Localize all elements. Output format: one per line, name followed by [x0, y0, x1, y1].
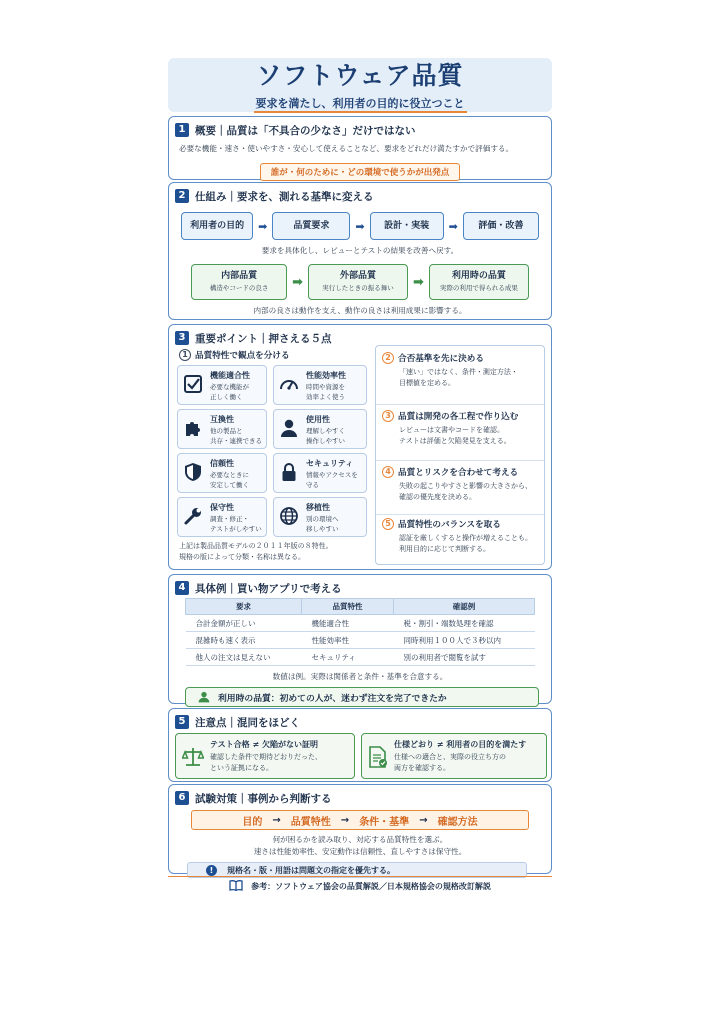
points-panel [375, 345, 545, 565]
section-title: 概要｜品質は「不具合の少なさ」だけではない [195, 124, 416, 137]
section-title: 注意点｜混同をほどく [195, 716, 300, 729]
char-desc [210, 470, 249, 490]
example-note: 数値は例。実際は関係者と条件・基準を合意する。 [272, 672, 448, 681]
section-key-points [168, 324, 552, 570]
level-sub: 構造やコードの良さ [209, 284, 269, 292]
user-icon [279, 418, 299, 438]
caution-desc-line: という証拠になる。 [210, 764, 273, 772]
char-desc [306, 470, 358, 490]
point-number: 5 [382, 518, 394, 530]
char-desc [210, 382, 249, 402]
char-desc [210, 514, 262, 534]
chain-step: 目的 [242, 816, 263, 828]
section-number: 2 [175, 189, 189, 203]
flow-step: 評価・改善 [463, 212, 539, 240]
alert-icon: ! [206, 865, 217, 876]
book-icon [229, 880, 243, 891]
point-title-text: 品質特性のバランスを取る [398, 520, 501, 530]
char-card [177, 409, 267, 449]
char-desc-line: 共存・連携できる [210, 437, 262, 445]
point-item [382, 466, 532, 503]
exam-note-text: 規格名・版・用語は問題文の指定を優先する。 [227, 865, 395, 875]
in-use-quality-bar [185, 687, 539, 707]
level-sub: 実際の利用で得られる成果 [439, 284, 518, 292]
arrow-right-icon: → [272, 814, 281, 826]
section-number: 3 [175, 331, 189, 345]
char-desc-line: 必要な機能が [210, 383, 249, 391]
char-desc-line: 他の製品と [210, 427, 243, 435]
section-number: 5 [175, 715, 189, 729]
column-header: 要求 [186, 599, 302, 615]
char-desc [306, 426, 345, 446]
table-row [186, 649, 535, 666]
char-note [179, 541, 333, 563]
level-internal [191, 264, 287, 300]
section-title: 試験対策｜事例から判断する [195, 792, 332, 805]
reference-text: 参考：ソフトウェア協会の品質解説／日本規格協会の規格改訂解説 [251, 882, 491, 891]
arrow-right-icon: ➡ [413, 274, 424, 290]
in-use-quality-text: 利用時の品質：初めての人が、迷わず注文を完了できたか [218, 693, 447, 704]
point-item [382, 352, 518, 389]
point-desc-line: 目標値を定める。 [399, 379, 455, 387]
point-desc-line: レビューは文書やコードを確認。 [399, 426, 504, 434]
point-desc-line: 確認の優先度を決める。 [399, 493, 476, 501]
char-desc-line: テストがしやすい [210, 525, 262, 533]
arrow-right-icon: ➡ [258, 219, 268, 233]
caution-desc [210, 752, 322, 774]
level-title: 外部品質 [339, 271, 376, 281]
char-desc [306, 382, 345, 402]
balance-scale-icon [182, 746, 204, 768]
flow-step: 利用者の目的 [181, 212, 253, 240]
char-desc-line: 守る [306, 481, 319, 489]
char-desc [210, 426, 262, 446]
level-title: 利用時の品質 [451, 271, 506, 281]
exam-desc-line: 速さは性能効率性、安定動作は信頼性、直しやすさは保守性。 [253, 847, 467, 856]
infographic-sheet [168, 58, 552, 891]
level-external [308, 264, 408, 300]
char-desc [306, 514, 339, 534]
char-desc-line: 安定して働く [210, 481, 249, 489]
section-number: 4 [175, 581, 189, 595]
table-cell: 同時利用１００人で３秒以内 [394, 632, 535, 649]
char-note-line: 規格の版によって分類・名称は異なる。 [179, 553, 305, 561]
char-name: セキュリティ [306, 459, 354, 468]
level-title: 内部品質 [221, 271, 258, 281]
table-cell: 別の利用者で閲覧を試す [394, 649, 535, 666]
exam-desc-line: 何が困るかを読み取り、対応する品質特性を選ぶ。 [272, 835, 448, 844]
arrow-right-icon: ➡ [355, 219, 365, 233]
char-name: 保守性 [210, 503, 234, 512]
char-card [273, 497, 367, 537]
point-desc-line: 利用目的に応じて判断する。 [399, 545, 490, 553]
table-cell: 他人の注文は見えない [186, 649, 302, 666]
char-desc-line: 理解しやすく [306, 427, 345, 435]
caution-spec [361, 733, 547, 779]
section-exam-tips [168, 784, 552, 874]
column-header: 確認例 [394, 599, 535, 615]
document-check-icon [368, 746, 388, 768]
levels-note: 内部の良さは動作を支え、動作の良さは利用成果に影響する。 [253, 306, 467, 315]
char-desc-line: 操作しやすい [306, 437, 345, 445]
point-1-title [179, 349, 290, 361]
caution-desc-line: 確認した条件で期待どおりだった、 [210, 753, 322, 761]
char-name: 信頼性 [210, 459, 234, 468]
flow-step: 設計・実装 [370, 212, 444, 240]
point-desc-line: 認証を厳しくすると操作が増えることも。 [399, 534, 532, 542]
section-title: 具体例｜買い物アプリで考える [195, 582, 342, 595]
char-card [177, 453, 267, 493]
table-cell: 税・割引・端数処理を確認 [394, 615, 535, 632]
section-number: 6 [175, 791, 189, 805]
caution-desc-line: 仕様への適合と、実際の役立ち方の [394, 753, 506, 761]
point-number: 4 [382, 466, 394, 478]
char-desc-line: 別の環境へ [306, 515, 339, 523]
arrow-right-icon: → [340, 814, 350, 826]
overview-highlight: 誰が・何のために・どの環境で使うかが出発点 [260, 163, 461, 181]
point-desc-line: テストは評価と欠陥発見を支える。 [399, 437, 511, 445]
point-item [382, 518, 532, 555]
reference [168, 880, 552, 892]
caution-desc [394, 752, 506, 774]
puzzle-icon [183, 418, 203, 438]
table-cell: セキュリティ [302, 649, 394, 666]
char-card [273, 409, 367, 449]
flow-note: 要求を具体化し、レビューとテストの結果を改善へ戻す。 [261, 246, 459, 255]
point-number: 3 [382, 410, 394, 422]
column-header: 品質特性 [302, 599, 394, 615]
char-desc-line: 情報やアクセスを [306, 471, 358, 479]
level-sub: 実行したときの振る舞い [322, 284, 394, 292]
char-desc-line: 調査・修正・ [210, 515, 249, 523]
arrow-right-icon: ➡ [448, 219, 458, 233]
arrow-right-icon: → [419, 814, 428, 826]
user-icon [198, 691, 210, 703]
process-flow [169, 212, 551, 240]
section-number: 1 [175, 123, 189, 137]
page-title: ソフトウェア品質 [256, 61, 464, 90]
quality-levels [169, 264, 551, 300]
point-title-text: 品質特性で観点を分ける [195, 351, 290, 361]
shield-icon [183, 462, 203, 482]
lock-icon [279, 462, 299, 482]
section-title: 重要ポイント｜押さえる５点 [195, 332, 332, 345]
char-card [273, 453, 367, 493]
table-cell: 混雑時も速く表示 [186, 632, 302, 649]
point-desc-line: 「速い」ではなく、条件・測定方法・ [399, 368, 518, 376]
section-overview [168, 116, 552, 180]
char-note-line: 上記は製品品質モデルの２０１１年版の８特性。 [179, 542, 333, 550]
char-card [177, 497, 267, 537]
arrow-right-icon: ➡ [292, 274, 303, 290]
table-row [186, 615, 535, 632]
chain-step: 確認方法 [437, 816, 478, 828]
chain-step: 条件・基準 [359, 816, 410, 828]
wrench-icon [183, 506, 203, 526]
caution-title: テスト合格 ≠ 欠陥がない証明 [210, 740, 318, 749]
char-card [273, 365, 367, 405]
flow-step: 品質要求 [272, 212, 350, 240]
overview-desc: 必要な機能・速さ・使いやすさ・安心して使えることなど、要求をどれだけ満たすかで評価する。 [179, 144, 514, 153]
caution-test [175, 733, 355, 779]
section-mechanism [168, 182, 552, 320]
char-name: 使用性 [306, 415, 330, 424]
char-card [177, 365, 267, 405]
globe-icon [279, 506, 299, 526]
point-number: 1 [179, 349, 191, 361]
level-in-use [429, 264, 529, 300]
point-item [382, 410, 518, 447]
char-desc-line: 正しく働く [210, 393, 243, 401]
section-title: 仕組み｜要求を、測れる基準に変える [195, 190, 374, 203]
point-title-text: 合否基準を先に決める [398, 354, 484, 364]
char-desc-line: 時間や資源を [306, 383, 345, 391]
exam-desc [169, 834, 551, 858]
table-cell: 性能効率性 [302, 632, 394, 649]
checkbox-icon [183, 374, 203, 394]
decision-chain [191, 810, 529, 830]
gauge-icon [279, 374, 299, 394]
point-title-text: 品質とリスクを合わせて考える [398, 468, 519, 478]
header [168, 58, 552, 112]
char-name: 移植性 [306, 503, 330, 512]
point-title-text: 品質は開発の各工程で作り込む [398, 412, 519, 422]
char-name: 機能適合性 [210, 371, 250, 380]
section-cautions [168, 708, 552, 782]
table-row [186, 632, 535, 649]
char-desc-line: 必要なときに [210, 471, 249, 479]
page-subtitle: 要求を満たし、利用者の目的に役立つこと [254, 97, 467, 113]
caution-title: 仕様どおり ≠ 利用者の目的を満たす [394, 740, 527, 749]
char-name: 互換性 [210, 415, 234, 424]
table-header-row [186, 599, 535, 615]
char-name: 性能効率性 [306, 371, 346, 380]
chain-step: 品質特性 [290, 816, 331, 828]
char-desc-line: 効率よく使う [306, 393, 345, 401]
table-cell: 合計金額が正しい [186, 615, 302, 632]
table-cell: 機能適合性 [302, 615, 394, 632]
char-desc-line: 移しやすい [306, 525, 339, 533]
example-table [185, 598, 535, 666]
section-example [168, 574, 552, 704]
caution-desc-line: 両方を確認する。 [394, 764, 450, 772]
point-desc-line: 失敗の起こりやすさと影響の大きさから、 [399, 482, 532, 490]
point-number: 2 [382, 352, 394, 364]
